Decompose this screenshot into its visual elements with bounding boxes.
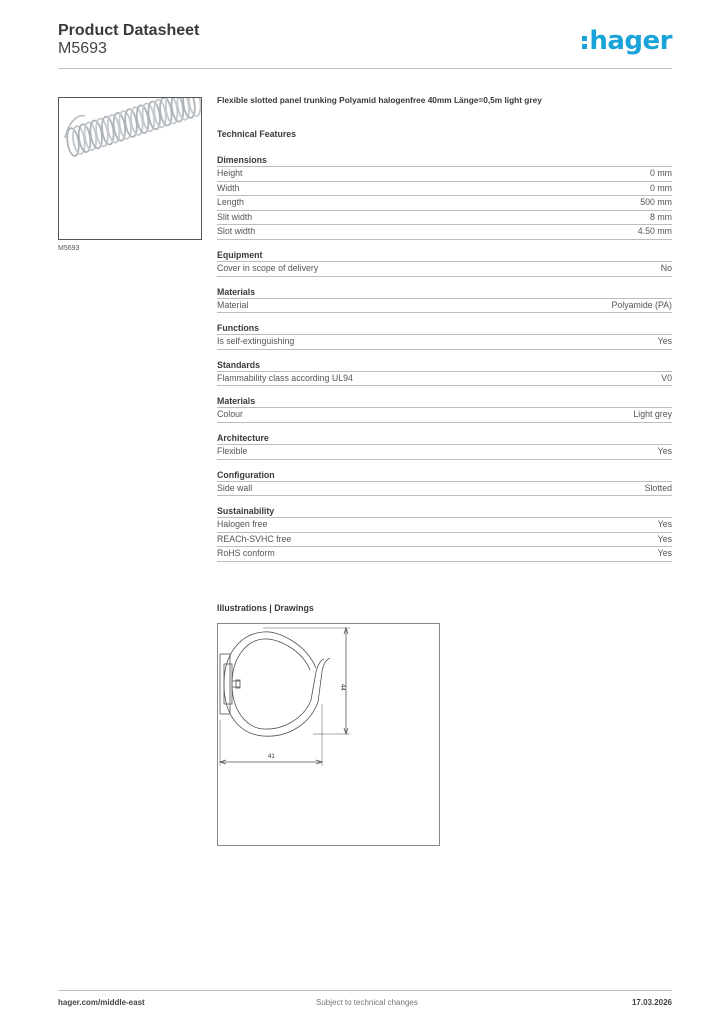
feature-sections [217, 155, 672, 562]
cross-section-drawing [218, 624, 441, 847]
feature-row [217, 518, 672, 533]
section-title: Architecture [217, 433, 672, 445]
feature-label: Flammability class according UL94 [217, 372, 353, 383]
feature-section [217, 287, 672, 314]
feature-section [217, 323, 672, 350]
section-title: Functions [217, 323, 672, 335]
product-name: Flexible slotted panel trunking Polyamid halogenfree 40mm Länge=0,5m light grey [217, 95, 542, 105]
product-code: M5693 [58, 40, 107, 57]
technical-drawing [217, 623, 440, 846]
feature-row [217, 262, 672, 277]
feature-value: 500 mm [640, 197, 672, 208]
feature-label: Flexible [217, 445, 248, 456]
section-title: Materials [217, 396, 672, 408]
technical-features-title: Technical Features [217, 129, 297, 139]
feature-label: REACh-SVHC free [217, 533, 292, 544]
technical-content [217, 95, 672, 572]
feature-label: Slot width [217, 226, 256, 237]
feature-section [217, 506, 672, 562]
feature-value: Yes [657, 445, 672, 456]
feature-section [217, 470, 672, 497]
feature-row [217, 196, 672, 211]
feature-label: Is self-extinguishing [217, 336, 295, 347]
logo-dots-icon [582, 34, 587, 50]
footer-divider [58, 990, 672, 991]
feature-row [217, 299, 672, 314]
feature-row [217, 445, 672, 460]
feature-row [217, 547, 672, 562]
feature-section [217, 250, 672, 277]
feature-section [217, 360, 672, 387]
feature-value: Polyamide (PA) [611, 299, 672, 310]
feature-label: Material [217, 299, 249, 310]
product-photo [58, 97, 202, 240]
feature-label: Cover in scope of delivery [217, 262, 319, 273]
feature-section [217, 396, 672, 423]
spiral-trunking-icon [59, 98, 202, 240]
feature-section [217, 155, 672, 240]
feature-value: Yes [657, 336, 672, 347]
logo-text: hager [589, 26, 672, 56]
feature-value: Slotted [644, 482, 672, 493]
feature-value: No [660, 262, 672, 273]
feature-row [217, 225, 672, 240]
feature-row [217, 533, 672, 548]
feature-label: Height [217, 168, 243, 178]
height-dimension-label: 44 [339, 684, 345, 691]
hager-logo [582, 26, 672, 56]
feature-label: Width [217, 182, 240, 193]
feature-value: 0 mm [650, 182, 672, 193]
footer-notice: Subject to technical changes [316, 998, 418, 1007]
section-title: Dimensions [217, 155, 672, 167]
section-title: Sustainability [217, 506, 672, 518]
feature-value: Yes [657, 548, 672, 559]
feature-row [217, 482, 672, 497]
feature-row [217, 167, 672, 182]
document-title: Product Datasheet [58, 22, 200, 39]
feature-value: Light grey [633, 409, 672, 420]
footer-website-link[interactable]: hager.com/middle-east [58, 998, 145, 1007]
width-dimension-label: 41 [268, 754, 275, 760]
footer-date: 17.03.2026 [631, 998, 672, 1007]
feature-value: V0 [661, 372, 672, 383]
feature-row [217, 182, 672, 197]
feature-row [217, 372, 672, 387]
photo-caption: M5693 [58, 245, 80, 252]
feature-value: 4.50 mm [637, 226, 672, 237]
feature-label: Colour [217, 409, 243, 420]
feature-value: Yes [657, 519, 672, 530]
feature-value: Yes [657, 533, 672, 544]
feature-label: Side wall [217, 482, 253, 493]
feature-label: Slit width [217, 211, 253, 222]
feature-row [217, 335, 672, 350]
feature-row [217, 211, 672, 226]
illustrations-title: Illustrations | Drawings [217, 603, 314, 613]
feature-value: 8 mm [650, 211, 672, 222]
page-header [58, 22, 199, 58]
section-title: Equipment [217, 250, 672, 262]
section-title: Materials [217, 287, 672, 299]
section-title: Configuration [217, 470, 672, 482]
feature-label: Length [217, 197, 244, 208]
feature-label: RoHS conform [217, 548, 275, 559]
feature-section [217, 433, 672, 460]
section-title: Standards [217, 360, 672, 372]
header-divider [58, 68, 672, 69]
feature-value: 0 mm [650, 168, 672, 178]
feature-label: Halogen free [217, 519, 268, 530]
feature-row [217, 408, 672, 423]
